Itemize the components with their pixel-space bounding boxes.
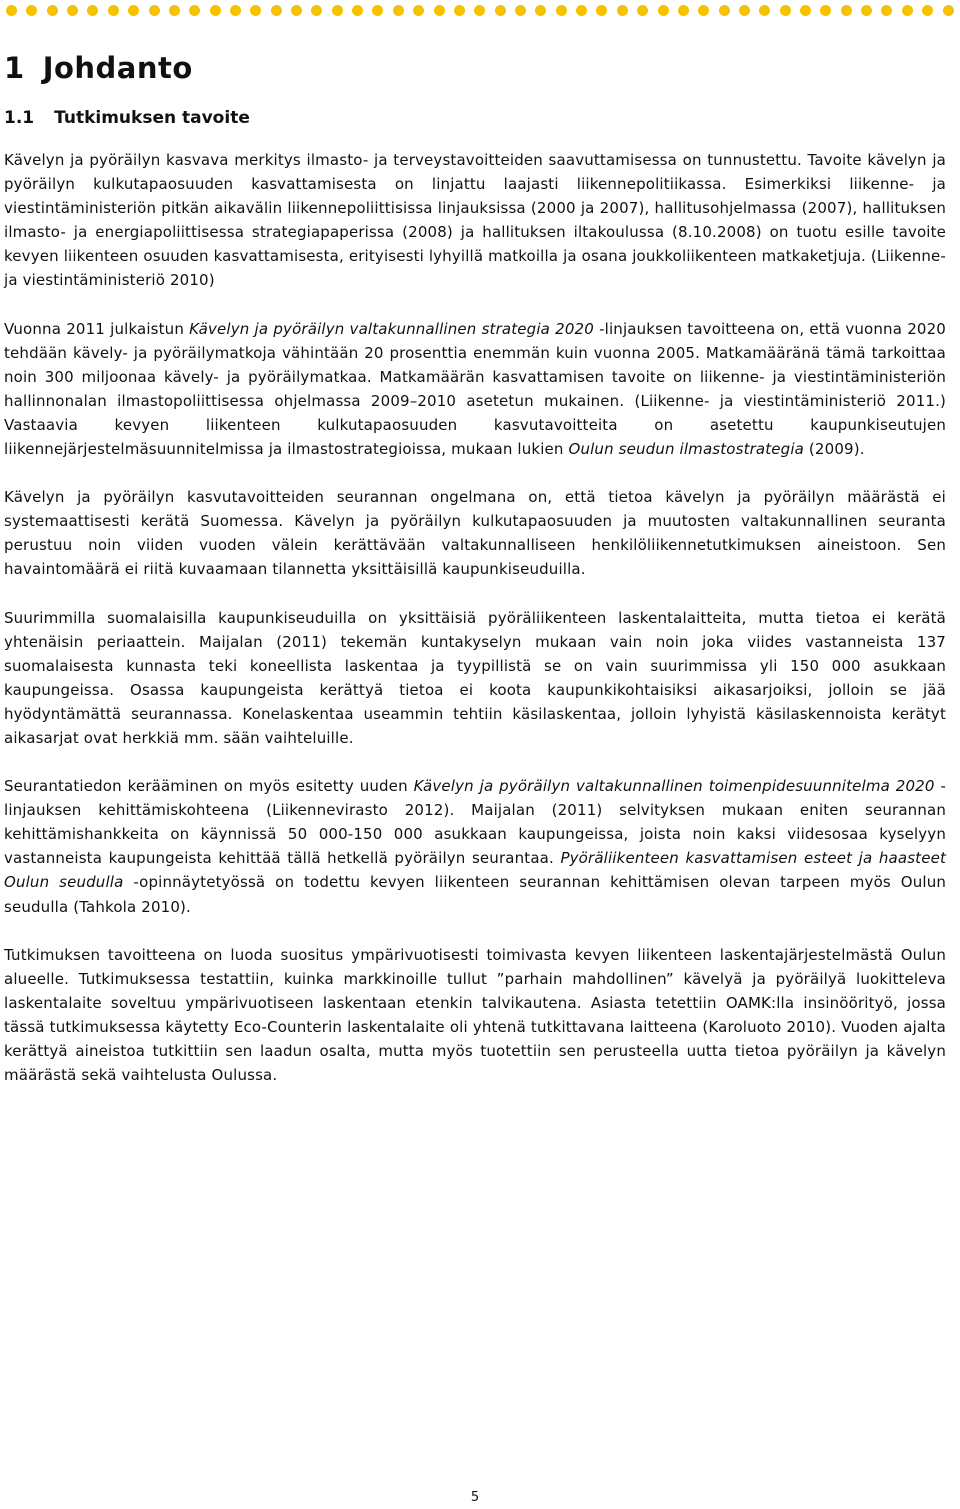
decorative-dot — [535, 5, 546, 16]
page-number: 5 — [470, 1490, 480, 1505]
decorative-dot — [861, 5, 872, 16]
decorative-dot — [881, 5, 892, 16]
decorative-dot — [271, 5, 282, 16]
decorative-dot — [474, 5, 485, 16]
decorative-dot — [230, 5, 241, 16]
decorative-dot — [454, 5, 465, 16]
paragraph-text: (2009). — [804, 440, 865, 459]
paragraph-text: Kävelyn ja pyöräilyn kasvutavoitteiden seurannan ongelmana on, että tietoa kävelyn ja pyöräilyn määrästä ei systemaattisesti kerätä Suomessa. Kävelyn ja pyöräilyn kulkutapaosuuden ja muutosten valtakunnallinen seuranta perustuu noin viiden vuoden välein kerättävään valtakunnalliseen henkilöliikennetutkimuksen aineistoon. Sen havaintomäärä ei riitä kuvaamaan tilannetta yksittäisillä kaupunkiseuduilla. — [4, 488, 946, 579]
decorative-dot — [67, 5, 78, 16]
paragraph-4 — [4, 606, 946, 751]
decorative-dot — [26, 5, 37, 16]
decorative-dot — [820, 5, 831, 16]
decorative-dot — [576, 5, 587, 16]
decorative-dot — [780, 5, 791, 16]
decorative-dot — [678, 5, 689, 16]
decorative-dot — [189, 5, 200, 16]
decorative-dot — [372, 5, 383, 16]
decorative-dot — [617, 5, 628, 16]
paragraph-text: Kävelyn ja pyöräilyn kasvava merkitys ilmasto- ja terveystavoitteiden saavuttamisessa on tunnustettu. Tavoite kävelyn ja pyöräilyn kulkutapaosuuden kasvattamisesta on linjattu laajasti liikennepolitiikassa. Esimerkiksi liikenne- ja viestintäministeriön pitkän aikavälin liikennepoliittisissa linjauksissa (2000 ja 2007), hallitusohjelmassa (2007), hallituksen ilmasto- ja energiapoliittisessa strategiapaperissa (2008) ja hallituksen iltakoulussa (8.10.2008) on tuotu esille tavoite kevyen liikenteen osuuden kasvattamisesta, erityisesti lyhyillä matkoilla ja osana joukkoliikenteen matkaketjuja. (Liikenne- ja viestintäministeriö 2010) — [4, 151, 946, 290]
decorative-dot — [739, 5, 750, 16]
decorative-dot — [128, 5, 139, 16]
decorative-dot — [434, 5, 445, 16]
decorative-dot — [637, 5, 648, 16]
decorative-dot — [332, 5, 343, 16]
chapter-title: Johdanto — [42, 51, 193, 85]
decorative-dot-row — [0, 0, 960, 20]
decorative-dot — [87, 5, 98, 16]
section-heading — [4, 106, 946, 130]
decorative-dot — [352, 5, 363, 16]
decorative-dot — [596, 5, 607, 16]
decorative-dot — [556, 5, 567, 16]
decorative-dot — [413, 5, 424, 16]
section-number: 1.1 — [4, 108, 35, 128]
paragraph-6 — [4, 943, 946, 1088]
paragraph-text: Tutkimuksen tavoitteena on luoda suositus ympärivuotisesti toimivasta kevyen liikenteen laskentajärjestelmästä Oulun alueelle. Tutkimuksessa testattiin, kuinka markkinoille tullut ”parhain mahdollinen” kävelyä ja pyöräilyä luokitteleva laskentalaite soveltuu ympärivuotiseen laskentaan etenkin talvikautena. Asiasta tetettiin OAMK:lla insinöörityö, jossa tässä tutkimuksessa käytetty Eco-Counterin laskentalaite oli yhtenä tutkittavana laitteena (Karoluoto 2010). Vuoden ajalta kerättyä aineistoa tutkittiin sen laadun osalta, mutta myös tuotettiin sen perusteella uutta tietoa pyöräilyn ja kävelyn määrästä sekä vaihtelusta Oulussa. — [4, 945, 946, 1085]
decorative-dot — [495, 5, 506, 16]
decorative-dot — [759, 5, 770, 16]
paragraph-text: -linjauksen tavoitteena on, että vuonna 2020 tehdään kävely- ja pyöräilymatkoja vähintään 20 prosenttia enemmän kuin vuonna 2005. Matkamääränä tämä tarkoittaa noin 300 miljoonaa kävely- ja pyöräilymatkaa. Matkamäärän kasvattamisen tavoite on liikenne- ja viestintäministeriön hallinnonalan ilmastopoliittisessa ohjelmassa 2009–2010 asetetun mukainen. (Liikenne- ja viestintäministeriö 2011.) Vastaavia kevyen liikenteen kulkutapaosuuden kasvutavoitteita on asetettu kaupunkiseutujen liikennejärjestelmäsuunnitelmissa ja ilmastostrategioissa, mukaan lukien — [4, 319, 946, 459]
plan-title: Kävelyn ja pyöräilyn valtakunnallinen toimenpidesuunnitelma 2020 — [413, 777, 935, 796]
decorative-dot — [169, 5, 180, 16]
paragraph-text: Suurimmilla suomalaisilla kaupunkiseuduilla on yksittäisiä pyöräliikenteen laskentalaitteita, mutta tietoa ei kerätä yhtenäisin periaattein. Maijalan (2011) tekemän kuntakyselyn mukaan vain noin joka viides vastanneista 137 suomalaisesta kunnasta teki koneellista laskentaa ja tyypillistä se on vain suurimmissa yli 150 000 asukkaan kaupungeissa. Osassa kaupungeista kerättyä tietoa ei koota kaupunkikohtaisiksi aikasarjoiksi, jolloin se jää hyödyntämättä seurannassa. Konelaskentaa useammin tehtiin käsilaskentaa, jolloin lyhyistä käsilaskennoista kerätyt aikasarjat ovat herkkiä mm. sään vaihteluille. — [4, 608, 946, 747]
section-title: Tutkimuksen tavoite — [54, 108, 250, 128]
decorative-dot — [311, 5, 322, 16]
paragraph-text: Seurantatiedon kerääminen on myös esitetty uuden — [4, 777, 414, 796]
decorative-dot — [698, 5, 709, 16]
strategy-title: Oulun seudun ilmastostrategia — [568, 440, 805, 459]
thesis-title: Pyöräliikenteen kasvattamisen esteet ja haasteet Oulun seudulla — [4, 849, 946, 892]
decorative-dot — [658, 5, 669, 16]
chapter-heading — [4, 48, 946, 88]
decorative-dot — [210, 5, 221, 16]
decorative-dot — [943, 5, 954, 16]
strategy-title: Kävelyn ja pyöräilyn valtakunnallinen strategia 2020 — [189, 319, 594, 338]
decorative-dot — [902, 5, 913, 16]
decorative-dot — [149, 5, 160, 16]
decorative-dot — [841, 5, 852, 16]
paragraph-3 — [4, 485, 946, 581]
decorative-dot — [800, 5, 811, 16]
paragraph-text: -linjauksen kehittämiskohteena (Liikennevirasto 2012). Maijalan (2011) selvityksen mukaan eniten seurannan kehittämishankkeita on käynnissä 50 000-150 000 asukkaan kaupungeissa, joista noin kaksi viidesosaa kyselyyn vastanneista kaupungeista kehittää tällä hetkellä pyöräilyn seurantaa. — [4, 777, 946, 868]
paragraph-text: -opinnäytetyössä on todettu kevyen liikenteen seurannan kehittämisen olevan tarpeen myös Oulun seudulla (Tahkola 2010). — [4, 873, 947, 916]
document-body — [4, 42, 946, 1111]
decorative-dot — [393, 5, 404, 16]
section-text — [4, 148, 946, 1087]
paragraph-1 — [4, 148, 946, 293]
decorative-dot — [291, 5, 302, 16]
decorative-dot — [108, 5, 119, 16]
decorative-dot — [6, 5, 17, 16]
paragraph-5 — [4, 774, 946, 919]
decorative-dot — [719, 5, 730, 16]
paragraph-2 — [4, 317, 946, 462]
decorative-dot — [515, 5, 526, 16]
decorative-dot — [250, 5, 261, 16]
paragraph-text: Vuonna 2011 julkaistun — [4, 319, 190, 338]
chapter-number: 1 — [4, 51, 25, 85]
decorative-dot — [922, 5, 933, 16]
decorative-dot — [47, 5, 58, 16]
